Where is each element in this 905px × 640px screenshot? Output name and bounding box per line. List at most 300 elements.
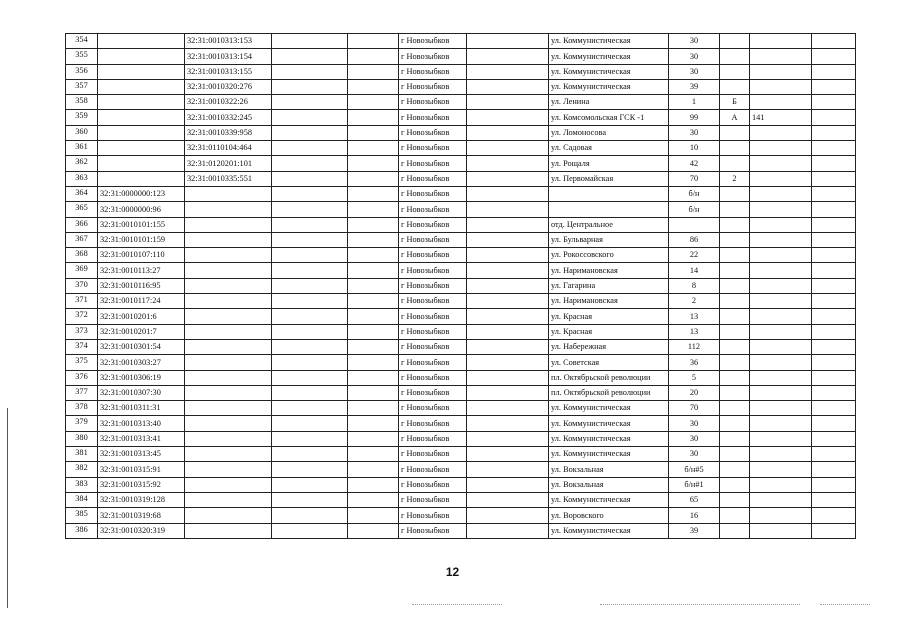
house-number-cell: 30 xyxy=(669,447,720,462)
building-cadastral-number-cell xyxy=(185,232,272,247)
col-4-cell xyxy=(272,95,348,110)
col-5-cell xyxy=(348,278,399,293)
building-cadastral-number-cell xyxy=(185,431,272,446)
building-letter-cell xyxy=(720,186,750,201)
scan-artifact xyxy=(600,604,800,605)
cadastral-number-cell xyxy=(98,34,185,49)
col-5-cell xyxy=(348,309,399,324)
house-number-cell: 42 xyxy=(669,156,720,171)
row-number-cell: 384 xyxy=(66,492,98,507)
building-letter-cell xyxy=(720,355,750,370)
registry-body xyxy=(66,34,856,539)
cadastral-number-cell: 32:31:0010307:30 xyxy=(98,385,185,400)
col-12-cell xyxy=(812,64,856,79)
settlement-cell: г Новозыбков xyxy=(399,186,467,201)
table-row xyxy=(66,79,856,94)
col-4-cell xyxy=(272,141,348,156)
col-5-cell xyxy=(348,110,399,125)
col-4-cell xyxy=(272,125,348,140)
col-5-cell xyxy=(348,355,399,370)
house-number-cell: 5 xyxy=(669,370,720,385)
cadastral-number-cell: 32:31:0010313:45 xyxy=(98,447,185,462)
col-5-cell xyxy=(348,248,399,263)
apartment-cell xyxy=(750,492,812,507)
scan-artifact xyxy=(820,604,870,605)
row-number-cell: 374 xyxy=(66,339,98,354)
apartment-cell xyxy=(750,232,812,247)
house-number-cell: 36 xyxy=(669,355,720,370)
col-5-cell xyxy=(348,217,399,232)
street-cell: ул. Коммунистическая xyxy=(549,431,669,446)
col-12-cell xyxy=(812,385,856,400)
building-cadastral-number-cell xyxy=(185,202,272,217)
row-number-cell: 372 xyxy=(66,309,98,324)
col-7-cell xyxy=(467,294,549,309)
street-cell: пл. Октябрьской революции xyxy=(549,385,669,400)
apartment-cell xyxy=(750,309,812,324)
building-letter-cell xyxy=(720,156,750,171)
apartment-cell xyxy=(750,477,812,492)
col-5-cell xyxy=(348,171,399,186)
settlement-cell: г Новозыбков xyxy=(399,278,467,293)
building-cadastral-number-cell xyxy=(185,462,272,477)
col-12-cell xyxy=(812,171,856,186)
building-letter-cell xyxy=(720,431,750,446)
col-12-cell xyxy=(812,217,856,232)
row-number-cell: 354 xyxy=(66,34,98,49)
col-4-cell xyxy=(272,447,348,462)
street-cell: ул. Рощаля xyxy=(549,156,669,171)
col-7-cell xyxy=(467,401,549,416)
row-number-cell: 358 xyxy=(66,95,98,110)
building-cadastral-number-cell xyxy=(185,186,272,201)
col-4-cell xyxy=(272,355,348,370)
cadastral-number-cell: 32:31:0010116:95 xyxy=(98,278,185,293)
cadastral-number-cell: 32:31:0010313:40 xyxy=(98,416,185,431)
settlement-cell: г Новозыбков xyxy=(399,95,467,110)
street-cell: ул. Коммунистическая xyxy=(549,34,669,49)
row-number-cell: 359 xyxy=(66,110,98,125)
row-number-cell: 356 xyxy=(66,64,98,79)
house-number-cell: 39 xyxy=(669,79,720,94)
house-number-cell: 13 xyxy=(669,309,720,324)
settlement-cell: г Новозыбков xyxy=(399,248,467,263)
col-4-cell xyxy=(272,431,348,446)
building-cadastral-number-cell xyxy=(185,477,272,492)
col-5-cell xyxy=(348,416,399,431)
col-7-cell xyxy=(467,309,549,324)
cadastral-number-cell: 32:31:0010201:7 xyxy=(98,324,185,339)
settlement-cell: г Новозыбков xyxy=(399,34,467,49)
building-cadastral-number-cell xyxy=(185,492,272,507)
building-cadastral-number-cell: 32:31:0120201:101 xyxy=(185,156,272,171)
house-number-cell: 30 xyxy=(669,125,720,140)
table-row xyxy=(66,355,856,370)
settlement-cell: г Новозыбков xyxy=(399,232,467,247)
col-4-cell xyxy=(272,49,348,64)
building-cadastral-number-cell: 32:31:0010313:153 xyxy=(185,34,272,49)
table-row xyxy=(66,248,856,263)
col-12-cell xyxy=(812,95,856,110)
col-12-cell xyxy=(812,49,856,64)
street-cell: ул. Красная xyxy=(549,309,669,324)
house-number-cell xyxy=(669,217,720,232)
street-cell: ул. Бульварная xyxy=(549,232,669,247)
row-number-cell: 360 xyxy=(66,125,98,140)
house-number-cell: 8 xyxy=(669,278,720,293)
settlement-cell: г Новозыбков xyxy=(399,324,467,339)
cadastral-number-cell: 32:31:0010313:41 xyxy=(98,431,185,446)
row-number-cell: 373 xyxy=(66,324,98,339)
table-row xyxy=(66,232,856,247)
col-4-cell xyxy=(272,186,348,201)
house-number-cell: 1 xyxy=(669,95,720,110)
table-row xyxy=(66,477,856,492)
building-cadastral-number-cell xyxy=(185,401,272,416)
building-cadastral-number-cell xyxy=(185,385,272,400)
building-letter-cell xyxy=(720,125,750,140)
col-7-cell xyxy=(467,355,549,370)
house-number-cell: 112 xyxy=(669,339,720,354)
table-row xyxy=(66,278,856,293)
building-letter-cell xyxy=(720,141,750,156)
street-cell: ул. Ломоносова xyxy=(549,125,669,140)
house-number-cell: б/н xyxy=(669,186,720,201)
col-7-cell xyxy=(467,217,549,232)
col-12-cell xyxy=(812,156,856,171)
building-cadastral-number-cell: 32:31:0010335:551 xyxy=(185,171,272,186)
cadastral-number-cell: 32:31:0010107:110 xyxy=(98,248,185,263)
building-letter-cell: Б xyxy=(720,95,750,110)
row-number-cell: 375 xyxy=(66,355,98,370)
table-row xyxy=(66,324,856,339)
settlement-cell: г Новозыбков xyxy=(399,309,467,324)
building-letter-cell xyxy=(720,294,750,309)
col-7-cell xyxy=(467,263,549,278)
col-12-cell xyxy=(812,141,856,156)
house-number-cell: 30 xyxy=(669,34,720,49)
apartment-cell xyxy=(750,370,812,385)
col-7-cell xyxy=(467,95,549,110)
row-number-cell: 367 xyxy=(66,232,98,247)
house-number-cell: 70 xyxy=(669,171,720,186)
cadastral-number-cell xyxy=(98,110,185,125)
col-7-cell xyxy=(467,171,549,186)
col-7-cell xyxy=(467,141,549,156)
col-7-cell xyxy=(467,416,549,431)
col-4-cell xyxy=(272,339,348,354)
building-cadastral-number-cell: 32:31:0010313:154 xyxy=(185,49,272,64)
building-cadastral-number-cell xyxy=(185,217,272,232)
house-number-cell: 14 xyxy=(669,263,720,278)
col-5-cell xyxy=(348,324,399,339)
row-number-cell: 385 xyxy=(66,508,98,523)
table-row xyxy=(66,217,856,232)
apartment-cell xyxy=(750,248,812,263)
cadastral-number-cell xyxy=(98,141,185,156)
col-12-cell xyxy=(812,202,856,217)
col-12-cell xyxy=(812,416,856,431)
table-row xyxy=(66,416,856,431)
row-number-cell: 371 xyxy=(66,294,98,309)
building-cadastral-number-cell xyxy=(185,447,272,462)
col-12-cell xyxy=(812,431,856,446)
col-7-cell xyxy=(467,523,549,538)
settlement-cell: г Новозыбков xyxy=(399,49,467,64)
col-7-cell xyxy=(467,110,549,125)
cadastral-number-cell: 32:31:0010315:91 xyxy=(98,462,185,477)
cadastral-number-cell: 32:31:0010117:24 xyxy=(98,294,185,309)
col-4-cell xyxy=(272,324,348,339)
col-7-cell xyxy=(467,49,549,64)
col-5-cell xyxy=(348,156,399,171)
cadastral-number-cell: 32:31:0010319:68 xyxy=(98,508,185,523)
building-letter-cell xyxy=(720,462,750,477)
building-letter-cell xyxy=(720,278,750,293)
col-4-cell xyxy=(272,492,348,507)
street-cell: ул. Ленина xyxy=(549,95,669,110)
col-7-cell xyxy=(467,370,549,385)
apartment-cell xyxy=(750,523,812,538)
cadastral-number-cell xyxy=(98,171,185,186)
col-5-cell xyxy=(348,186,399,201)
apartment-cell xyxy=(750,401,812,416)
col-4-cell xyxy=(272,248,348,263)
building-cadastral-number-cell: 32:31:0010313:155 xyxy=(185,64,272,79)
row-number-cell: 380 xyxy=(66,431,98,446)
building-letter-cell xyxy=(720,232,750,247)
cadastral-number-cell: 32:31:0010319:128 xyxy=(98,492,185,507)
cadastral-number-cell: 32:31:0000000:123 xyxy=(98,186,185,201)
col-12-cell xyxy=(812,339,856,354)
street-cell xyxy=(549,186,669,201)
col-12-cell xyxy=(812,370,856,385)
col-7-cell xyxy=(467,508,549,523)
building-letter-cell xyxy=(720,401,750,416)
house-number-cell: б/н#1 xyxy=(669,477,720,492)
table-row xyxy=(66,186,856,201)
col-12-cell xyxy=(812,477,856,492)
house-number-cell: 13 xyxy=(669,324,720,339)
col-4-cell xyxy=(272,523,348,538)
table-row xyxy=(66,339,856,354)
building-cadastral-number-cell xyxy=(185,370,272,385)
col-4-cell xyxy=(272,64,348,79)
col-5-cell xyxy=(348,141,399,156)
col-5-cell xyxy=(348,202,399,217)
col-12-cell xyxy=(812,232,856,247)
row-number-cell: 369 xyxy=(66,263,98,278)
street-cell: ул. Воровского xyxy=(549,508,669,523)
house-number-cell: 86 xyxy=(669,232,720,247)
row-number-cell: 377 xyxy=(66,385,98,400)
cadastral-number-cell: 32:31:0010101:155 xyxy=(98,217,185,232)
col-7-cell xyxy=(467,232,549,247)
building-cadastral-number-cell xyxy=(185,248,272,263)
table-row xyxy=(66,171,856,186)
cadastral-number-cell: 32:31:0010201:6 xyxy=(98,309,185,324)
cadastral-number-cell xyxy=(98,49,185,64)
row-number-cell: 378 xyxy=(66,401,98,416)
col-5-cell xyxy=(348,447,399,462)
house-number-cell: 99 xyxy=(669,110,720,125)
col-4-cell xyxy=(272,401,348,416)
settlement-cell: г Новозыбков xyxy=(399,447,467,462)
building-letter-cell xyxy=(720,263,750,278)
cadastral-number-cell xyxy=(98,95,185,110)
street-cell: ул. Комсомольская ГСК -1 xyxy=(549,110,669,125)
table-row xyxy=(66,385,856,400)
table-row xyxy=(66,294,856,309)
street-cell: ул. Рокоссовского xyxy=(549,248,669,263)
house-number-cell: 22 xyxy=(669,248,720,263)
house-number-cell: 20 xyxy=(669,385,720,400)
col-7-cell xyxy=(467,462,549,477)
col-7-cell xyxy=(467,34,549,49)
col-4-cell xyxy=(272,217,348,232)
col-12-cell xyxy=(812,79,856,94)
settlement-cell: г Новозыбков xyxy=(399,523,467,538)
col-7-cell xyxy=(467,202,549,217)
col-5-cell xyxy=(348,125,399,140)
apartment-cell xyxy=(750,34,812,49)
table-row xyxy=(66,309,856,324)
settlement-cell: г Новозыбков xyxy=(399,141,467,156)
apartment-cell xyxy=(750,171,812,186)
apartment-cell xyxy=(750,263,812,278)
col-4-cell xyxy=(272,34,348,49)
cadastral-number-cell: 32:31:0010315:92 xyxy=(98,477,185,492)
settlement-cell: г Новозыбков xyxy=(399,64,467,79)
house-number-cell: 30 xyxy=(669,64,720,79)
col-5-cell xyxy=(348,294,399,309)
row-number-cell: 386 xyxy=(66,523,98,538)
row-number-cell: 379 xyxy=(66,416,98,431)
house-number-cell: 30 xyxy=(669,416,720,431)
table-row xyxy=(66,202,856,217)
col-4-cell xyxy=(272,462,348,477)
col-12-cell xyxy=(812,294,856,309)
table-row xyxy=(66,141,856,156)
building-letter-cell xyxy=(720,447,750,462)
apartment-cell xyxy=(750,416,812,431)
table-row xyxy=(66,156,856,171)
table-row xyxy=(66,34,856,49)
table-row xyxy=(66,95,856,110)
settlement-cell: г Новозыбков xyxy=(399,171,467,186)
col-4-cell xyxy=(272,477,348,492)
cadastral-number-cell: 32:31:0010301:54 xyxy=(98,339,185,354)
apartment-cell xyxy=(750,508,812,523)
cadastral-number-cell: 32:31:0010101:159 xyxy=(98,232,185,247)
col-5-cell xyxy=(348,477,399,492)
street-cell: ул. Вокзальная xyxy=(549,477,669,492)
settlement-cell: г Новозыбков xyxy=(399,431,467,446)
table-row xyxy=(66,523,856,538)
street-cell: ул. Советская xyxy=(549,355,669,370)
col-12-cell xyxy=(812,492,856,507)
building-letter-cell xyxy=(720,370,750,385)
street-cell: ул. Гагарина xyxy=(549,278,669,293)
col-12-cell xyxy=(812,278,856,293)
cadastral-number-cell: 32:31:0010311:31 xyxy=(98,401,185,416)
row-number-cell: 361 xyxy=(66,141,98,156)
apartment-cell xyxy=(750,186,812,201)
apartment-cell xyxy=(750,431,812,446)
row-number-cell: 357 xyxy=(66,79,98,94)
apartment-cell xyxy=(750,385,812,400)
table-row xyxy=(66,49,856,64)
house-number-cell: 70 xyxy=(669,401,720,416)
settlement-cell: г Новозыбков xyxy=(399,263,467,278)
house-number-cell: б/н#5 xyxy=(669,462,720,477)
property-registry-table xyxy=(65,33,856,539)
building-letter-cell xyxy=(720,477,750,492)
col-5-cell xyxy=(348,339,399,354)
building-cadastral-number-cell: 32:31:0010320:276 xyxy=(185,79,272,94)
col-12-cell xyxy=(812,447,856,462)
building-letter-cell: 2 xyxy=(720,171,750,186)
col-12-cell xyxy=(812,523,856,538)
col-12-cell xyxy=(812,401,856,416)
settlement-cell: г Новозыбков xyxy=(399,477,467,492)
scan-artifact xyxy=(412,604,502,605)
col-4-cell xyxy=(272,416,348,431)
building-cadastral-number-cell xyxy=(185,508,272,523)
building-letter-cell xyxy=(720,339,750,354)
col-5-cell xyxy=(348,431,399,446)
settlement-cell: г Новозыбков xyxy=(399,492,467,507)
cadastral-number-cell: 32:31:0010306:19 xyxy=(98,370,185,385)
building-cadastral-number-cell xyxy=(185,294,272,309)
building-cadastral-number-cell xyxy=(185,324,272,339)
street-cell: ул. Наримановская xyxy=(549,294,669,309)
col-5-cell xyxy=(348,49,399,64)
col-4-cell xyxy=(272,309,348,324)
building-cadastral-number-cell xyxy=(185,523,272,538)
building-cadastral-number-cell xyxy=(185,416,272,431)
building-cadastral-number-cell: 32:31:0110104:464 xyxy=(185,141,272,156)
col-5-cell xyxy=(348,385,399,400)
col-12-cell xyxy=(812,324,856,339)
building-cadastral-number-cell xyxy=(185,355,272,370)
col-4-cell xyxy=(272,232,348,247)
row-number-cell: 366 xyxy=(66,217,98,232)
street-cell: ул. Коммунистическая xyxy=(549,523,669,538)
col-4-cell xyxy=(272,385,348,400)
building-letter-cell: А xyxy=(720,110,750,125)
street-cell: ул. Коммунистическая xyxy=(549,416,669,431)
apartment-cell xyxy=(750,355,812,370)
apartment-cell: 141 xyxy=(750,110,812,125)
settlement-cell: г Новозыбков xyxy=(399,294,467,309)
col-4-cell xyxy=(272,202,348,217)
settlement-cell: г Новозыбков xyxy=(399,416,467,431)
street-cell: ул. Коммунистическая xyxy=(549,447,669,462)
col-5-cell xyxy=(348,370,399,385)
col-5-cell xyxy=(348,263,399,278)
col-12-cell xyxy=(812,34,856,49)
col-5-cell xyxy=(348,232,399,247)
row-number-cell: 362 xyxy=(66,156,98,171)
building-letter-cell xyxy=(720,508,750,523)
building-cadastral-number-cell xyxy=(185,339,272,354)
apartment-cell xyxy=(750,49,812,64)
col-5-cell xyxy=(348,64,399,79)
table-row xyxy=(66,64,856,79)
table-row xyxy=(66,263,856,278)
row-number-cell: 370 xyxy=(66,278,98,293)
